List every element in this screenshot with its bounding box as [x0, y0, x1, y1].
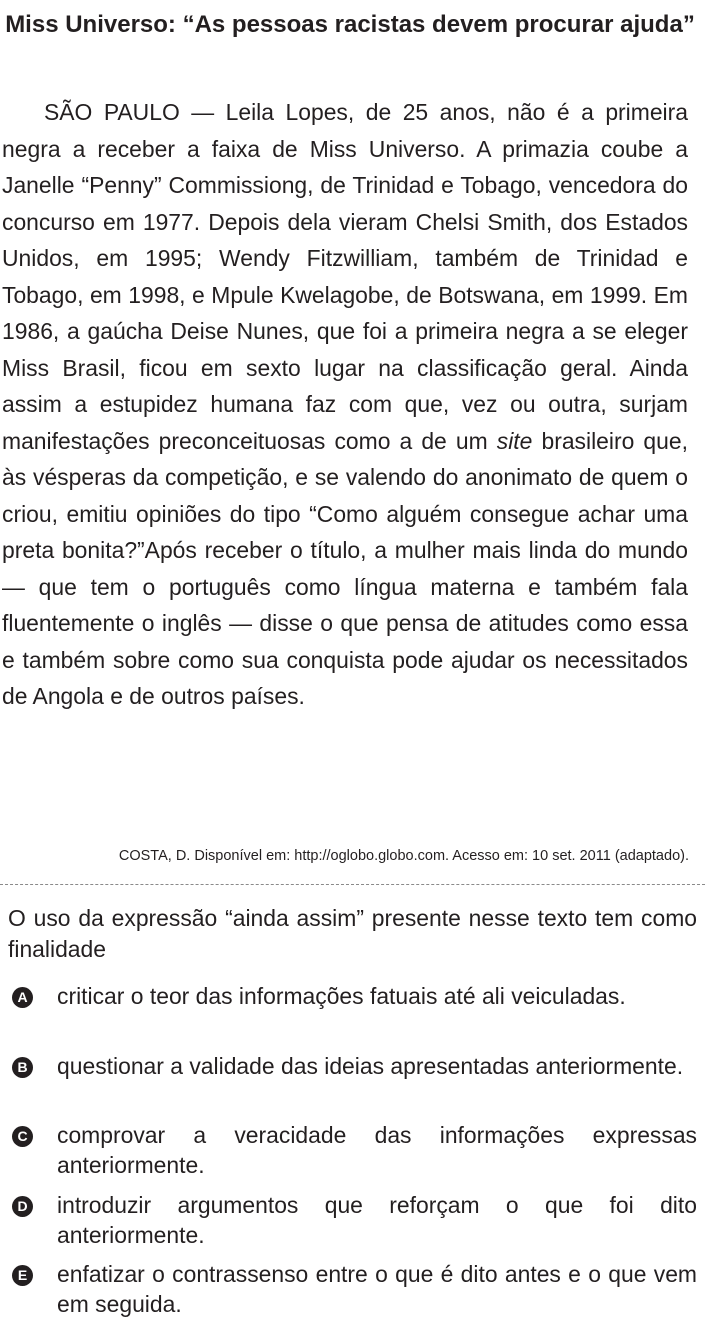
option-text: criticar o teor das informações fatuais até ali veiculadas. [57, 983, 626, 1009]
source-citation: COSTA, D. Disponível em: http://oglobo.globo.com. Acesso em: 10 set. 2011 (adaptado). [118, 848, 689, 864]
article-headline: Miss Universo: “As pessoas racistas devem procurar ajuda” [5, 11, 695, 38]
answer-option-a[interactable] [0, 981, 705, 1051]
option-letter-badge: E [12, 1265, 33, 1286]
option-text: introduzir argumentos que reforçam o que foi dito anteriormente. [57, 1191, 697, 1248]
option-letter-badge: B [12, 1057, 33, 1078]
article-italic-word: site [496, 427, 533, 454]
article-text-after-italic: brasileiro que, às vésperas da competição, e se valendo do anonimato de quem o criou, emitiu opiniões do tipo “Como alguém consegue achar uma preta bonita?”Após receber o título, a mulher mais linda do mundo — que tem o português como língua materna e também fala fluentemente o inglês — disse o que pensa de atitudes como essa e também sobre como sua conquista pode ajudar os necessitados de Angola e de outros países. [2, 427, 688, 709]
answer-option-d[interactable] [0, 1190, 705, 1260]
answer-options [0, 981, 705, 1329]
option-letter-badge: A [12, 987, 33, 1008]
option-letter-badge: C [12, 1126, 33, 1147]
option-letter-badge: D [12, 1196, 33, 1217]
article-body [2, 94, 688, 715]
dashed-divider [0, 884, 705, 885]
answer-option-b[interactable] [0, 1051, 705, 1121]
option-text: questionar a validade das ideias apresentadas anteriormente. [57, 1052, 684, 1079]
answer-option-e[interactable] [0, 1259, 705, 1329]
article-text-before-italic: SÃO PAULO — Leila Lopes, de 25 anos, não é a primeira negra a receber a faixa de Miss Universo. A primazia coube a Janelle “Penny” Commissiong, de Trinidad e Tobago, vencedora do concurso em 1977. Depois dela vieram Chelsi Smith, dos Estados Unidos, em 1995; Wendy Fitzwilliam, também de Trinidad e Tobago, em 1998, e Mpule Kwelagobe, de Botswana, em 1999. Em 1986, a gaúcha Deise Nunes, que foi a primeira negra a se eleger Miss Brasil, ficou em sexto lugar na classificação geral. Ainda assim a estupidez humana faz com que, vez ou outra, surjam manifestações preconceituosas como a de um [2, 99, 688, 454]
question-stem: O uso da expressão “ainda assim” presente nesse texto tem como finalidade [8, 905, 697, 962]
option-text: enfatizar o contrassenso entre o que é dito antes e o que vem em seguida. [57, 1261, 697, 1317]
option-text: comprovar a veracidade das informações expressas anteriormente. [57, 1122, 697, 1178]
answer-option-c[interactable] [0, 1120, 705, 1190]
